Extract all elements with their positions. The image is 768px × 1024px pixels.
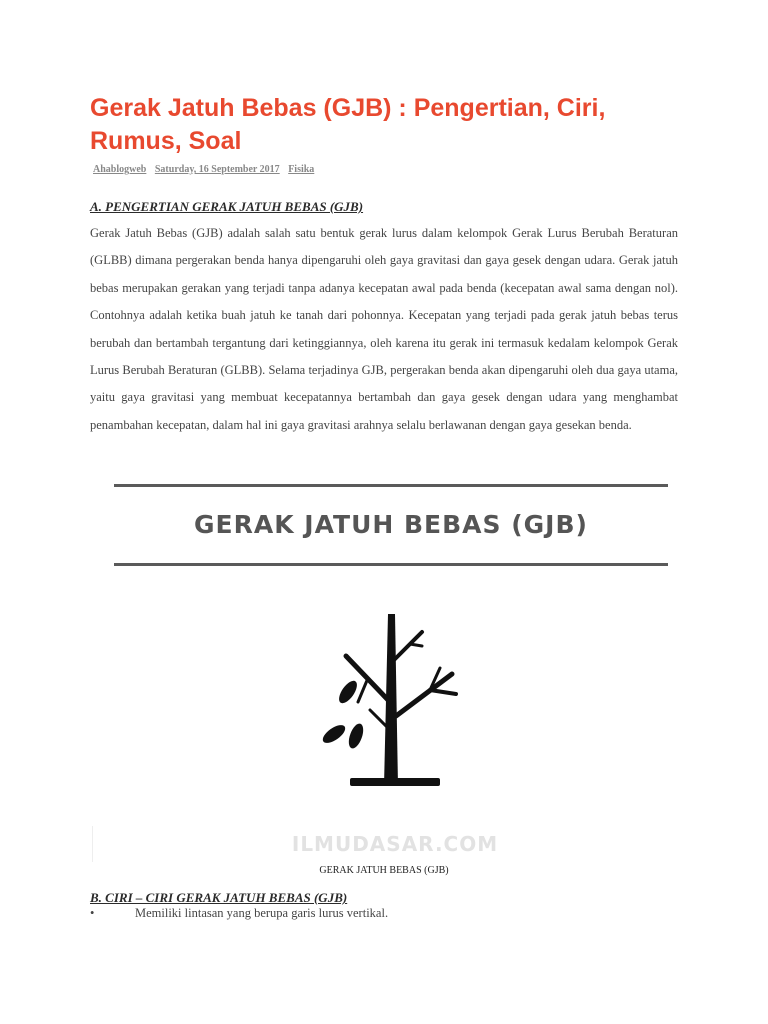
category-link[interactable]: Fisika: [288, 164, 315, 175]
list-item: [90, 906, 388, 921]
bullet-icon: •: [90, 906, 95, 920]
section-a-heading: A. PENGERTIAN GERAK JATUH BEBAS (GJB): [90, 199, 364, 214]
author-link[interactable]: Ahablogweb: [93, 164, 147, 175]
article-meta: [93, 164, 320, 175]
figure-caption: GERAK JATUH BEBAS (GJB): [319, 865, 449, 876]
section-b-heading: B. CIRI – CIRI GERAK JATUH BEBAS (GJB): [90, 890, 348, 905]
tree-icon: [318, 610, 468, 790]
banner-title: GERAK JATUH BEBAS (GJB): [194, 510, 588, 539]
list-item-text: Memiliki lintasan yang berupa garis lurus vertikal.: [135, 906, 389, 920]
banner-top-rule: [114, 484, 668, 487]
section-a-paragraph: Gerak Jatuh Bebas (GJB) adalah salah satu bentuk gerak lurus dalam kelompok Gerak Lurus Berubah Beraturan (GLBB) dimana pergerakan benda hanya dipengaruhi oleh gaya gravitasi dan gaya gesek dengan udara. Gerak jatuh bebas merupakan gerakan yang terjadi tanpa adanya kecepatan awal pada benda (kecepatan awal sama dengan nol). Contohnya adalah ketika buah jatuh ke tanah dari pohonnya. Kecepatan yang terjadi pada gerak jatuh bebas terus berubah dan bertambah tergantung dari ketinggiannya, oleh karena itu gerak ini termasuk kedalam kelompok Gerak Lurus Berubah Beraturan (GLBB). Selama terjadinya GJB, pergerakan benda akan dipengaruhi oleh dua gaya utama, yaitu gaya gravitasi yang membuat kecepatannya bertambah dan gaya gesek dengan udara yang menghambat penambahan kecepatan, dalam hal ini gaya gravitasi arahnya selalu berlawanan dengan gaya gesekan benda.: [90, 226, 678, 432]
divider-line: [92, 826, 93, 862]
article-title: Gerak Jatuh Bebas (GJB) : Pengertian, Ciri, Rumus, Soal: [90, 94, 606, 155]
bullet-list: [90, 906, 388, 921]
figure-banner: [114, 484, 668, 567]
watermark: ILMUDASAR.COM: [291, 832, 499, 856]
date-link[interactable]: Saturday, 16 September 2017: [154, 164, 280, 175]
banner-bottom-rule: [114, 563, 668, 566]
